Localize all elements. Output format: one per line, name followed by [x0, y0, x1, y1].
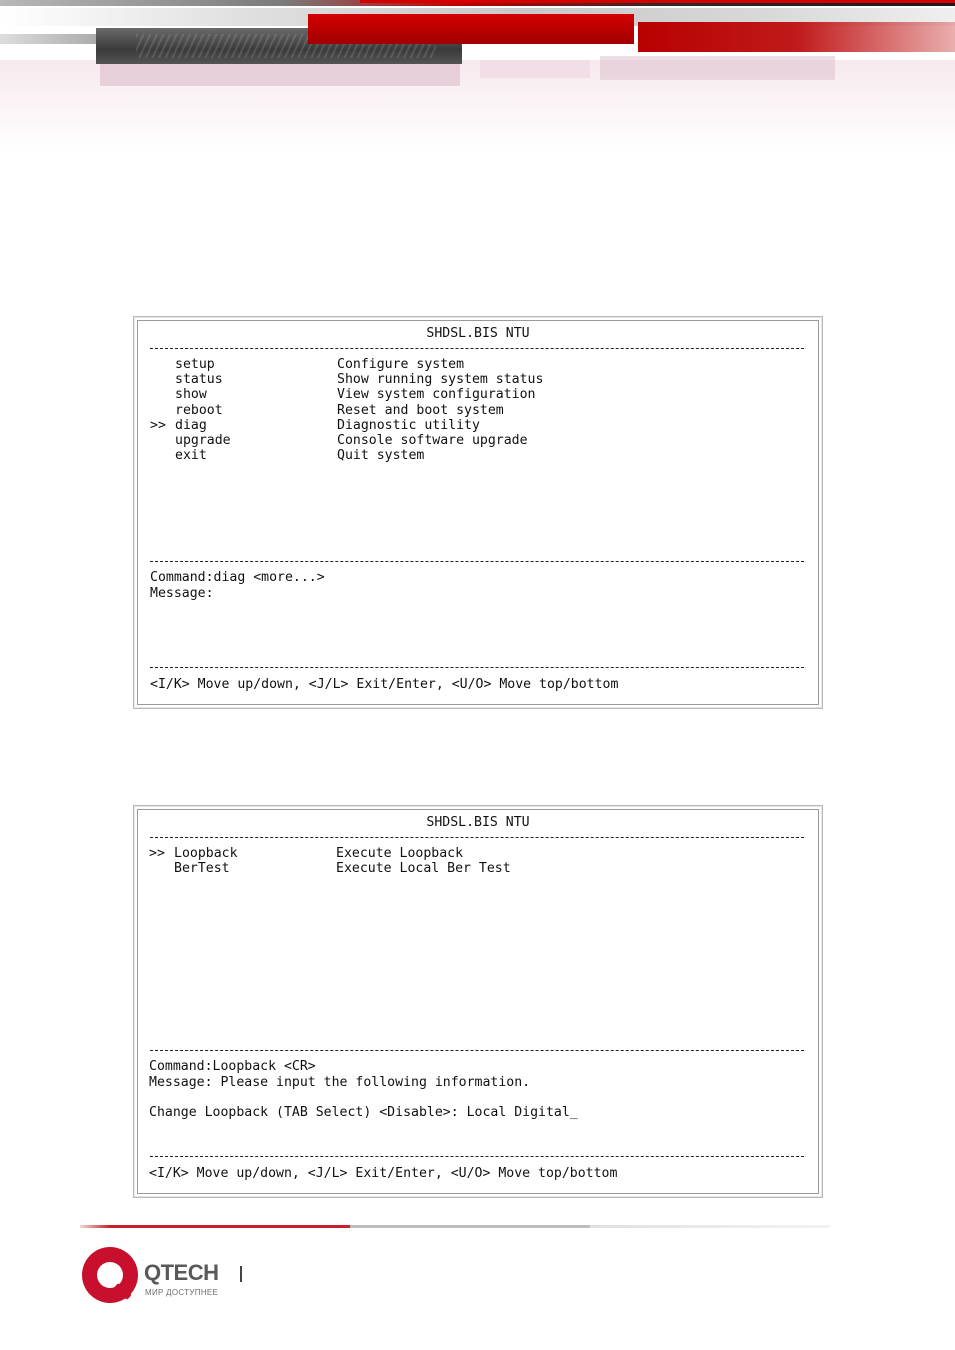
banner-red-bar — [308, 14, 634, 44]
terminal-screenshot-diag-menu — [133, 805, 823, 1198]
menu-item-description: Diagnostic utility — [337, 418, 480, 433]
command-line: Command:diag <more...> — [150, 570, 325, 585]
banner-left-bar — [0, 34, 100, 44]
menu-item-show[interactable]: show — [175, 387, 207, 402]
keyboard-help-line: <I/K> Move up/down, <J/L> Exit/Enter, <U/O> Move top/bottom — [149, 1166, 618, 1181]
footer-separator — [240, 1266, 242, 1282]
menu-item-loopback[interactable]: Loopback — [174, 846, 238, 861]
terminal-screenshot-main-menu — [133, 316, 823, 709]
divider — [150, 667, 804, 668]
banner-shadow — [600, 56, 835, 80]
menu-item-description: Execute Local Ber Test — [336, 861, 511, 876]
menu-item-diag[interactable]: diag — [175, 418, 207, 433]
banner-shadow — [100, 64, 460, 86]
selection-marker: >> — [149, 846, 165, 861]
keyboard-help-line: <I/K> Move up/down, <J/L> Exit/Enter, <U/O> Move top/bottom — [150, 677, 619, 692]
loopback-prompt-input[interactable]: Change Loopback (TAB Select) <Disable>: Local Digital_ — [149, 1105, 578, 1120]
menu-item-upgrade[interactable]: upgrade — [175, 433, 231, 448]
menu-item-bertest[interactable]: BerTest — [174, 861, 230, 876]
header-banner — [0, 0, 955, 150]
menu-item-description: Reset and boot system — [337, 403, 504, 418]
footer-divider — [80, 1225, 830, 1228]
banner-shadow — [480, 60, 590, 78]
qtech-logo — [82, 1247, 232, 1307]
menu-item-setup[interactable]: setup — [175, 357, 215, 372]
terminal-title: SHDSL.BIS NTU — [426, 326, 530, 341]
divider — [150, 561, 804, 562]
divider — [150, 1050, 804, 1051]
message-line: Message: Please input the following information. — [149, 1075, 531, 1090]
divider — [150, 348, 804, 349]
menu-item-description: View system configuration — [337, 387, 536, 402]
menu-item-exit[interactable]: exit — [175, 448, 207, 463]
logo-wordmark: QTECH — [144, 1260, 219, 1285]
message-line: Message: — [150, 586, 214, 601]
terminal-title: SHDSL.BIS NTU — [426, 815, 530, 830]
command-line: Command:Loopback <CR> — [149, 1059, 316, 1074]
menu-item-reboot[interactable]: reboot — [175, 403, 223, 418]
menu-item-status[interactable]: status — [175, 372, 223, 387]
divider — [150, 1156, 804, 1157]
divider — [150, 837, 804, 838]
banner-top-red-stripe — [360, 0, 955, 3]
banner-red-bar-right — [638, 22, 955, 52]
selection-marker: >> — [150, 418, 166, 433]
menu-item-description: Console software upgrade — [337, 433, 528, 448]
menu-item-description: Execute Loopback — [336, 846, 464, 861]
menu-item-description: Configure system — [337, 357, 465, 372]
logo-tagline: МИР ДОСТУПНЕЕ — [145, 1288, 219, 1297]
menu-item-description: Quit system — [337, 448, 425, 463]
menu-item-description: Show running system status — [337, 372, 544, 387]
